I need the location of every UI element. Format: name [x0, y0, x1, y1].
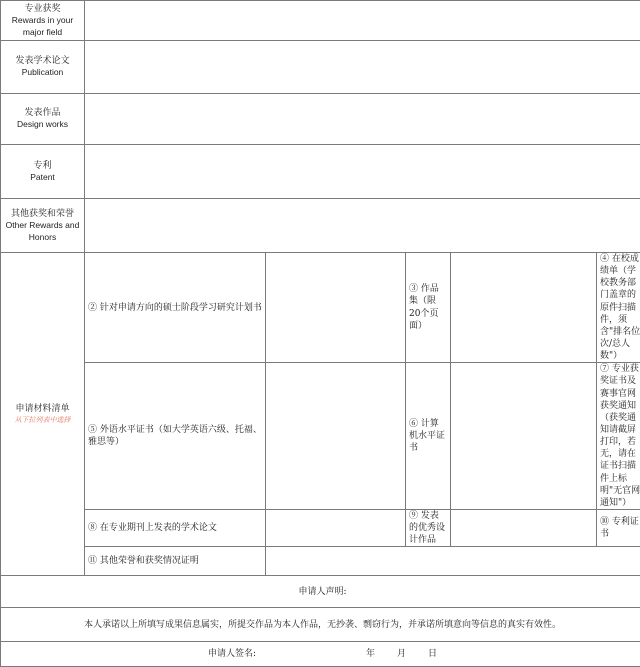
material-row-4-empty [266, 547, 640, 576]
design-works-label [1, 94, 85, 145]
materials-row-3 [1, 509, 640, 546]
material-item-4[interactable]: ④ 在校成绩单（学校教务部门盖章的原件扫描件，须含"排名位次/总人数"） [597, 253, 640, 363]
publication-field[interactable] [85, 41, 640, 94]
signature-row [1, 642, 640, 667]
patent-field[interactable] [85, 145, 640, 199]
materials-row-1 [1, 253, 640, 363]
row-other-awards [1, 199, 640, 253]
row-major-awards [1, 1, 640, 41]
publication-label-en: Publication [4, 67, 81, 78]
material-item-11[interactable]: ⑪ 其他荣誉和获奖情况证明 [85, 547, 266, 576]
material-item-3[interactable]: ③ 作品集（限20个页面） [406, 253, 451, 363]
materials-label: 申请材料清单 [15, 404, 69, 414]
materials-dropdown-note: 从下拉列表中选择 [4, 416, 81, 425]
signature-label: 申请人签名: [208, 648, 256, 660]
material-item-8[interactable]: ⑧ 在专业期刊上发表的学术论文 [85, 509, 266, 546]
row-publication [1, 41, 640, 94]
design-works-field[interactable] [85, 94, 640, 145]
date-month: 月 [397, 648, 406, 660]
declaration-title-row [1, 576, 640, 608]
major-awards-field[interactable] [85, 1, 640, 41]
date-year: 年 [366, 648, 375, 660]
material-item-9[interactable]: ⑨ 发表的优秀设计作品 [406, 509, 451, 546]
material-check-2[interactable] [266, 253, 406, 363]
material-check-3[interactable] [451, 253, 597, 363]
other-awards-label-cn: 其他获奖和荣誉 [11, 209, 74, 219]
publication-label [1, 41, 85, 94]
row-patent [1, 145, 640, 199]
declaration-text: 本人承诺以上所填写成果信息属实，所提交作品为本人作品，无抄袭、剽窃行为，并承诺所填意向等信息的真实有效性。 [1, 608, 640, 642]
declaration-text-row [1, 608, 640, 642]
publication-label-cn: 发表学术论文 [15, 56, 69, 66]
material-item-2[interactable]: ② 针对申请方向的硕士阶段学习研究计划书 [85, 253, 266, 363]
design-works-label-cn: 发表作品 [24, 108, 60, 118]
material-check-6[interactable] [451, 363, 597, 510]
patent-label-cn: 专利 [33, 161, 51, 171]
material-item-5[interactable]: ⑤ 外语水平证书（如大学英语六级、托福、雅思等） [85, 363, 266, 510]
materials-label-cell [1, 253, 85, 576]
major-awards-label-en: Rewards in your major field [4, 15, 81, 38]
materials-row-2 [1, 363, 640, 510]
major-awards-label [1, 1, 85, 41]
other-awards-label-en: Other Rewards and Honors [4, 220, 81, 243]
material-item-6[interactable]: ⑥ 计算机水平证书 [406, 363, 451, 510]
materials-row-4 [1, 547, 640, 576]
material-check-8[interactable] [266, 509, 406, 546]
signature-cell[interactable] [1, 642, 640, 667]
material-check-9[interactable] [451, 509, 597, 546]
declaration-title: 申请人声明: [1, 576, 640, 608]
other-awards-label [1, 199, 85, 253]
major-awards-label-cn: 专业获奖 [24, 4, 60, 14]
material-check-5[interactable] [266, 363, 406, 510]
material-item-10[interactable]: ⑩ 专利证书 [597, 509, 640, 546]
material-item-7[interactable]: ⑦ 专业获奖证书及赛事官网获奖通知（获奖通知请截屏打印，若无，请在证书扫描件上标明"无官网通知"） [597, 363, 640, 510]
row-design-works [1, 94, 640, 145]
other-awards-field[interactable] [85, 199, 640, 253]
design-works-label-en: Design works [4, 119, 81, 130]
patent-label [1, 145, 85, 199]
patent-label-en: Patent [4, 172, 81, 183]
date-day: 日 [428, 648, 437, 660]
